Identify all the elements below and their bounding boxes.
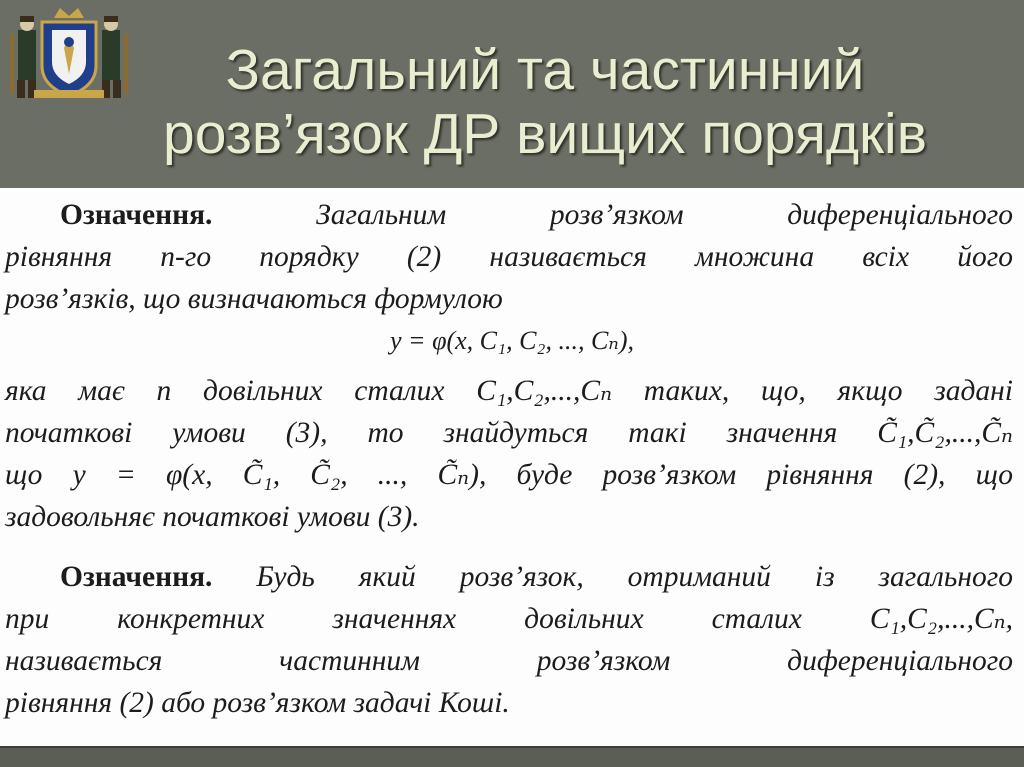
definition-particular (5, 556, 1013, 724)
definition1-line4: яка має n довільних сталих C₁,C₂,...,Cₙ таких, що, якщо задані (5, 375, 1013, 407)
definition1-line3: розв’язків, що визначаються формулою (5, 283, 503, 315)
definition1-line6: що y = φ(x, C̃₁, C̃₂, ..., C̃ₙ), буде розв’язком рівняння (2), що (5, 459, 1013, 491)
definition1-line7: задовольняє початкові умови (3). (5, 501, 420, 533)
definition2-line4: рівняння (2) або розв’язком задачі Коші. (5, 687, 510, 719)
definitions-panel (0, 188, 1024, 748)
definition2-line2: при конкретних значеннях довільних сталих C₁,C₂,...,Cₙ, (5, 603, 1013, 635)
general-solution-formula: y = φ(x, C₁, C₂, ..., Cₙ), (390, 326, 634, 355)
footer-strip (0, 748, 1024, 767)
slide-title-line2: розв’язок ДР вищих порядків (163, 102, 927, 166)
definition1-line5: початкові умови (3), то знайдуться такі значення C̃₁,C̃₂,...,C̃ₙ (5, 417, 1013, 449)
slide-title (0, 38, 1024, 166)
definition1-term: Означення. (60, 199, 213, 231)
definition-general-cont (5, 370, 1013, 538)
definition2-line3: називається частинним розв’язком диференціального (5, 645, 1013, 677)
definition1-line1: Означення. Загальним розв’язком диференціального (60, 199, 1014, 231)
definition2-line1: Означення. Будь який розв’язок, отриманий із загального (60, 561, 1013, 593)
definition-general (5, 194, 1013, 320)
definition2-term: Означення. (60, 561, 213, 593)
slide-title-line1: Загальний та частинний (225, 38, 865, 102)
definition1-line2: рівняння n-го порядку (2) називається множина всіх його (5, 241, 1013, 273)
